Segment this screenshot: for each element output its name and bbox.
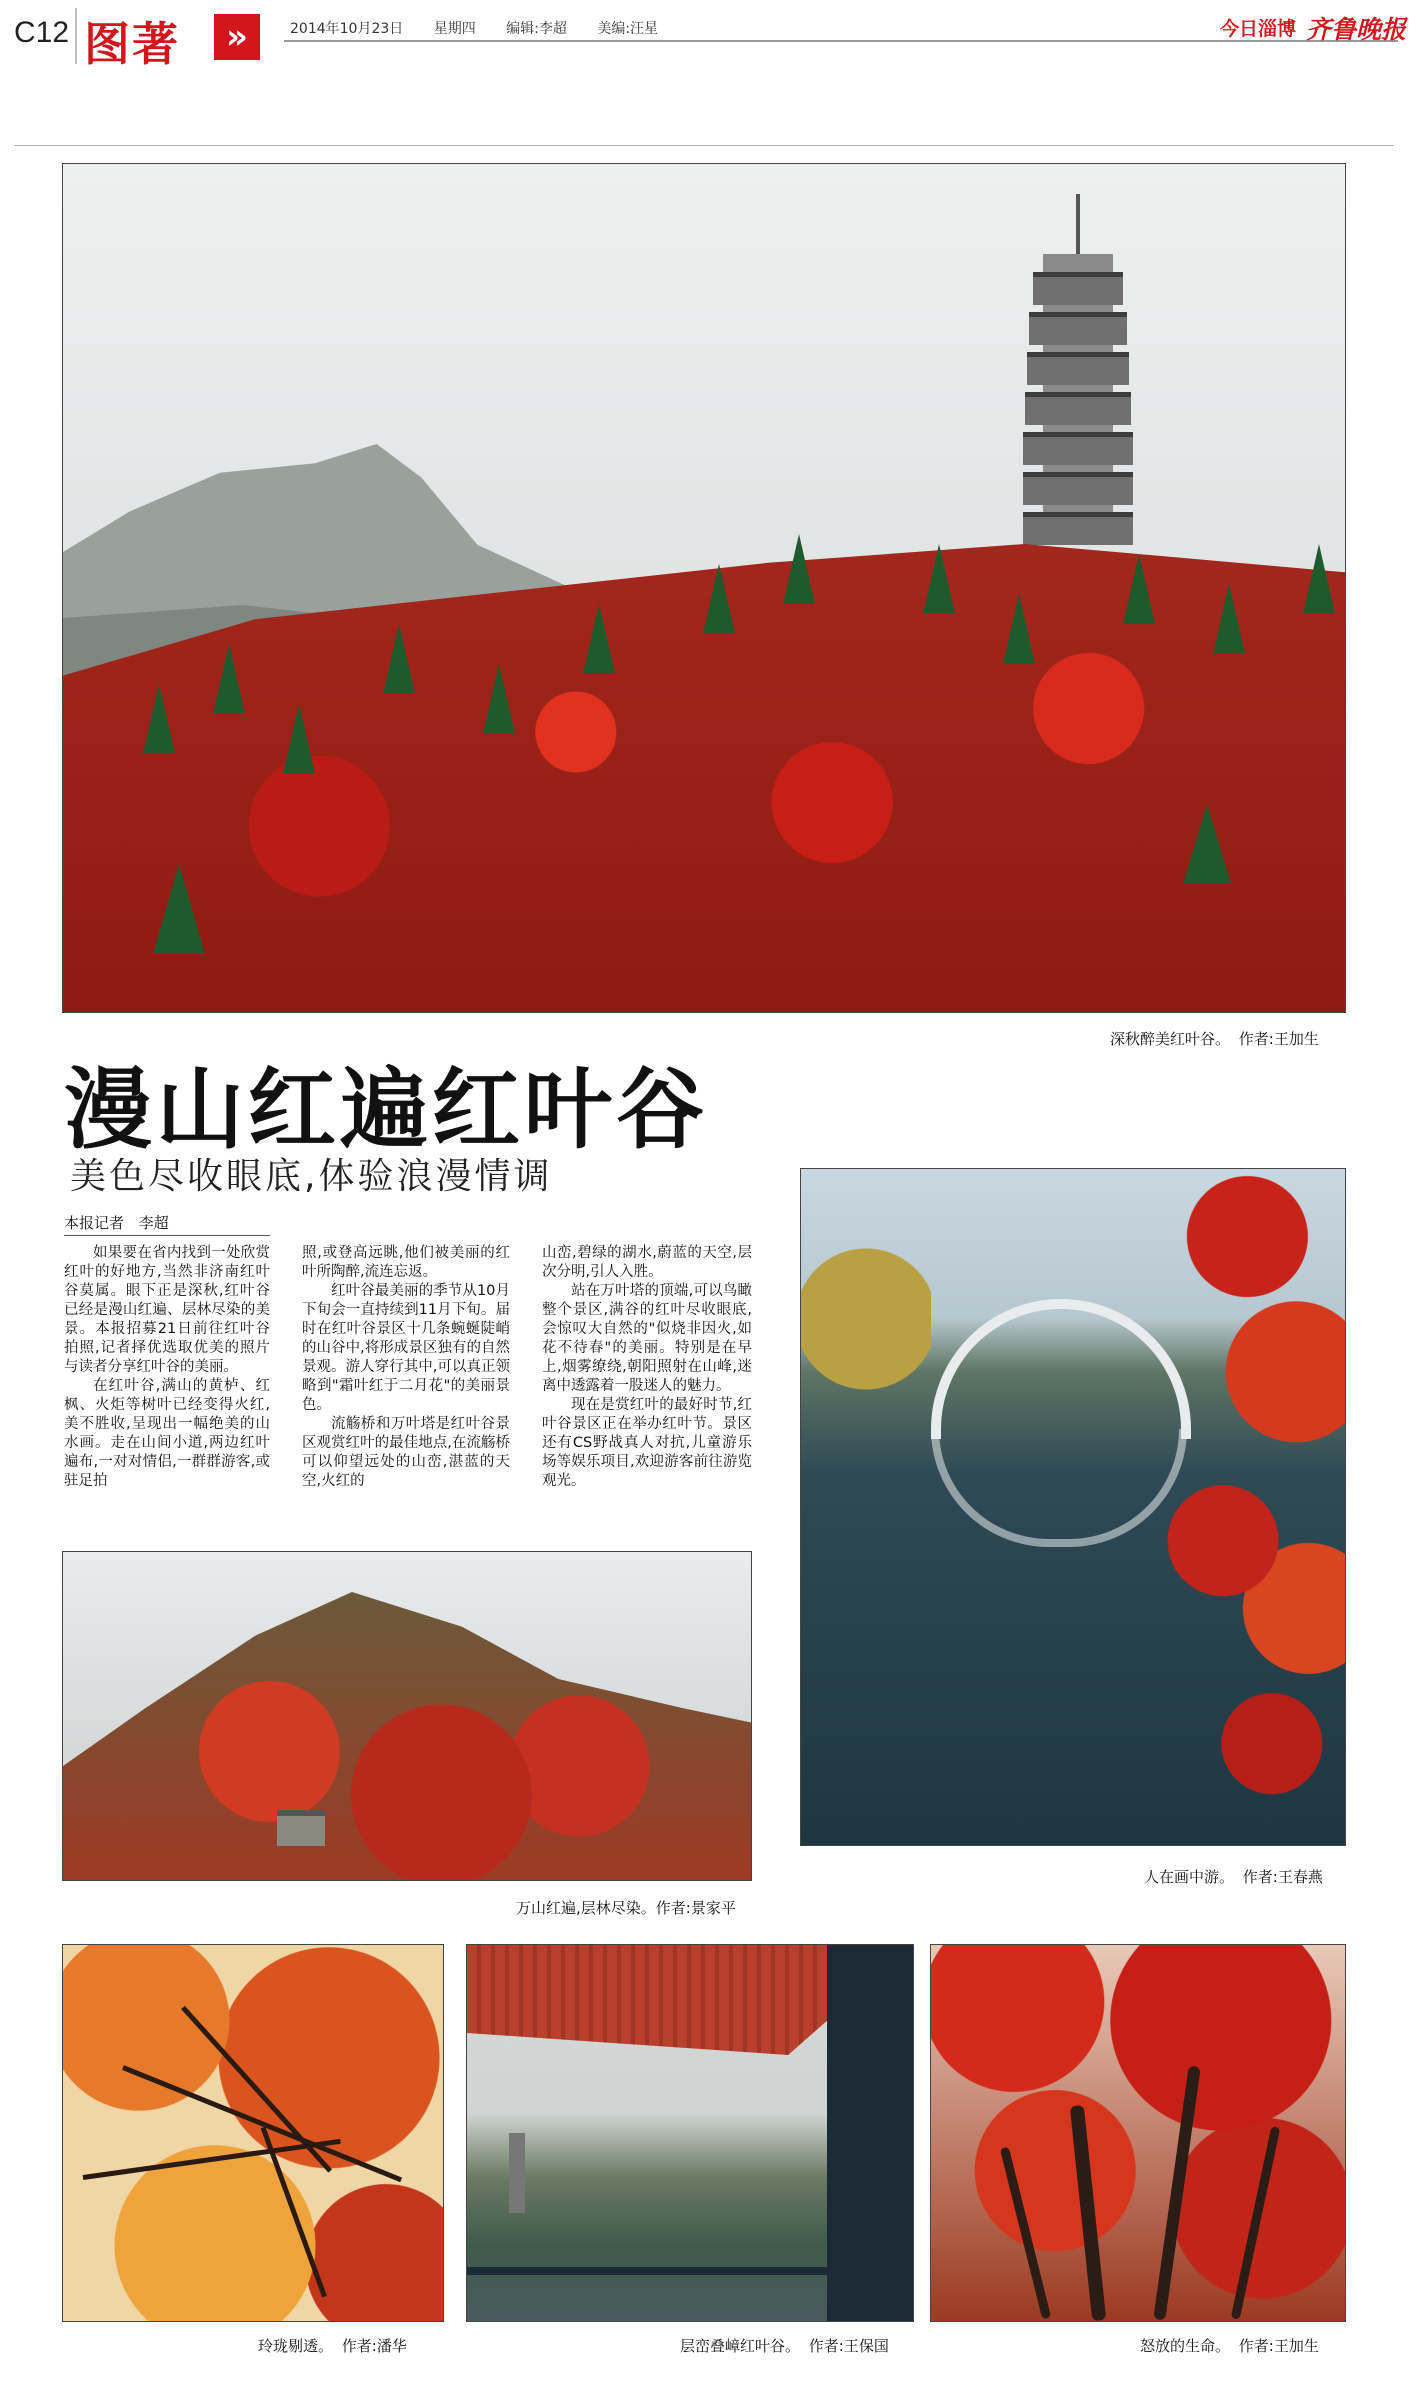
pavilion (277, 1810, 325, 1846)
paragraph: 红叶谷最美丽的季节从10月下旬会一直持续到11月下旬。届时在红叶谷景区十几条蜿蜒陡峭的山谷中,将形成景区独有的自然景观。游人穿行其中,可以真正领略到"霜叶红于二月花"的美丽景色。 (302, 1283, 510, 1413)
pavilion-view-photo (466, 1944, 914, 2322)
branches-photo (62, 1944, 444, 2322)
chevron-right-icon: » (214, 14, 260, 60)
article-column-3 (542, 1244, 752, 1491)
issue-date: 2014年10月23日 (290, 21, 404, 37)
mountain-photo-caption: 万山红遍,层林尽染。作者:景家平 (516, 1899, 736, 1917)
paragraph: 站在万叶塔的顶端,可以鸟瞰整个景区,满谷的红叶尽收眼底,会惊叹大自然的"似烧非因火,如花不待春"的美丽。特别是在早上,烟雾缭绕,朝阳照射在山峰,迷离中透露着一股迷人的魅力。 (542, 1283, 752, 1394)
newspaper-logo: 齐鲁晚报 (1306, 15, 1407, 44)
bottom-photo-2-caption: 层峦叠嶂红叶谷。 作者:王保国 (680, 2337, 889, 2355)
bottom-photo-3-caption: 怒放的生命。 作者:王加生 (1140, 2337, 1319, 2355)
mountain-photo (62, 1551, 752, 1881)
pagoda (1023, 194, 1133, 534)
art-editor-credit: 美编:汪星 (597, 21, 659, 37)
article-column-2 (302, 1244, 510, 1491)
page-number: C12 (14, 16, 70, 49)
paragraph: 照,或登高远眺,他们被美丽的红叶所陶醉,流连忘返。 (302, 1245, 510, 1280)
paragraph: 山峦,碧绿的湖水,蔚蓝的天空,层次分明,引人入胜。 (542, 1245, 752, 1280)
distant-pagoda (509, 2133, 525, 2213)
red-mountain (63, 1592, 751, 1881)
bridge-lake-photo (800, 1168, 1346, 1846)
yellow-foliage (801, 1209, 931, 1429)
bottom-photo-1-caption: 玲珑剔透。 作者:潘华 (258, 2337, 407, 2355)
main-photo-caption: 深秋醉美红叶谷。 作者:王加生 (1110, 1030, 1319, 1048)
header-meta (290, 18, 678, 38)
main-photo-red-leaf-valley (62, 163, 1346, 1013)
paragraph: 在红叶谷,满山的黄栌、红枫、火炬等树叶已经变得火红,美不胜收,呈现出一幅绝美的山水画。走在山间小道,两边红叶遍布,一对对情侣,一群群游客,或驻足拍 (64, 1378, 270, 1489)
byline-rule (64, 1235, 270, 1236)
section-title: 图著 (84, 17, 180, 71)
header-divider (75, 8, 77, 64)
brand-edition: 今日淄博 (1220, 18, 1297, 40)
headline: 漫山红遍红叶谷 (64, 1058, 709, 1161)
paragraph: 如果要在省内找到一处欣赏红叶的好地方,当然非济南红叶谷莫属。眼下正是深秋,红叶谷已经是漫山红遍、层林尽染的美景。本报招募21日前往红叶谷拍照,记者择优选取优美的照片与读者分享红叶谷的美丽。 (64, 1245, 270, 1375)
paragraph: 现在是赏红叶的最好时节,红叶谷景区正在举办红叶节。景区还有CS野战真人对抗,儿童游乐场等娱乐项目,欢迎游客前往游览观光。 (542, 1397, 752, 1489)
subheadline: 美色尽收眼底,体验浪漫情调 (70, 1156, 553, 1197)
issue-weekday: 星期四 (433, 21, 476, 37)
paragraph: 流觞桥和万叶塔是红叶谷景区观赏红叶的最佳地点,在流觞桥可以仰望远处的山峦,湛蓝的天空,火红的 (302, 1416, 510, 1489)
pillar (827, 1945, 913, 2321)
byline: 本报记者 李超 (64, 1214, 169, 1232)
red-trees-photo (930, 1944, 1346, 2322)
red-leaves (1101, 1169, 1345, 1845)
bridge-photo-caption: 人在画中游。 作者:王春燕 (1144, 1868, 1323, 1886)
editor-credit: 编辑:李超 (506, 21, 567, 37)
article-column-1 (64, 1244, 270, 1491)
top-rule (14, 145, 1394, 146)
